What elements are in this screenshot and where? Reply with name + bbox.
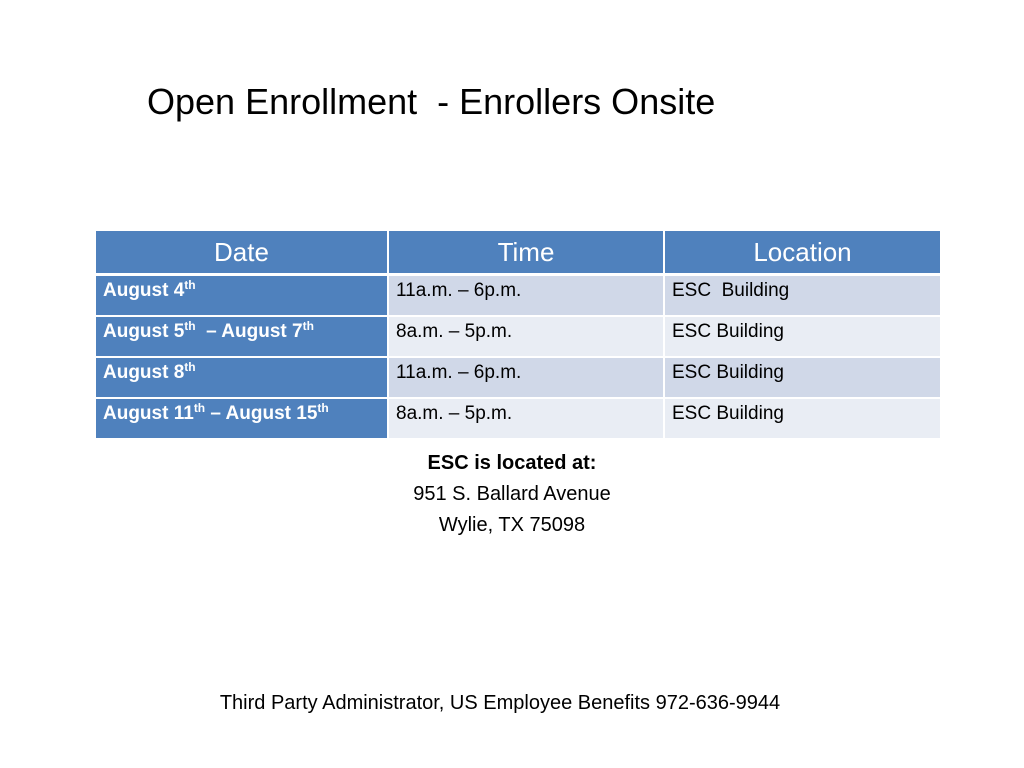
address-street: 951 S. Ballard Avenue <box>413 483 611 505</box>
enrollment-schedule-table <box>94 229 942 440</box>
date-text: – August 7 <box>195 320 303 342</box>
address-block <box>0 448 1024 541</box>
table-row <box>95 275 941 316</box>
footer-contact: Third Party Administrator, US Employee Benefits 972-636-9944 <box>219 692 781 714</box>
address-city: Wylie, TX 75098 <box>438 514 586 536</box>
location-cell: ESC Building <box>664 357 941 398</box>
ordinal-suffix: th <box>317 400 329 415</box>
date-cell <box>95 316 388 357</box>
ordinal-suffix: th <box>184 278 196 292</box>
date-text: August 5 <box>103 320 185 342</box>
date-text: August 11 <box>103 402 194 424</box>
date-cell <box>95 357 388 398</box>
ordinal-suffix: th <box>184 359 196 374</box>
column-header-time: Time <box>388 230 664 275</box>
date-cell <box>95 275 388 316</box>
date-text: August 8 <box>103 361 185 383</box>
ordinal-suffix: th <box>184 318 196 333</box>
location-cell: ESC Building <box>664 398 941 439</box>
time-cell: 11a.m. – 6p.m. <box>388 275 664 316</box>
location-cell: ESC Building <box>664 316 941 357</box>
address-heading: ESC is located at: <box>427 452 597 474</box>
table-header-row <box>95 230 941 275</box>
ordinal-suffix: th <box>193 400 206 415</box>
location-cell: ESC Building <box>664 275 941 316</box>
table-row <box>95 316 941 357</box>
time-cell: 8a.m. – 5p.m. <box>388 316 664 357</box>
page-title: Open Enrollment - Enrollers Onsite <box>147 81 716 122</box>
ordinal-suffix: th <box>302 318 314 333</box>
date-cell <box>95 398 388 439</box>
table-row <box>95 357 941 398</box>
time-cell: 8a.m. – 5p.m. <box>388 398 664 439</box>
column-header-date: Date <box>95 230 388 275</box>
date-text: – August 15 <box>205 402 318 424</box>
column-header-location: Location <box>664 230 941 275</box>
date-text: August 4 <box>103 280 185 301</box>
time-cell: 11a.m. – 6p.m. <box>388 357 664 398</box>
table-row <box>95 398 941 439</box>
